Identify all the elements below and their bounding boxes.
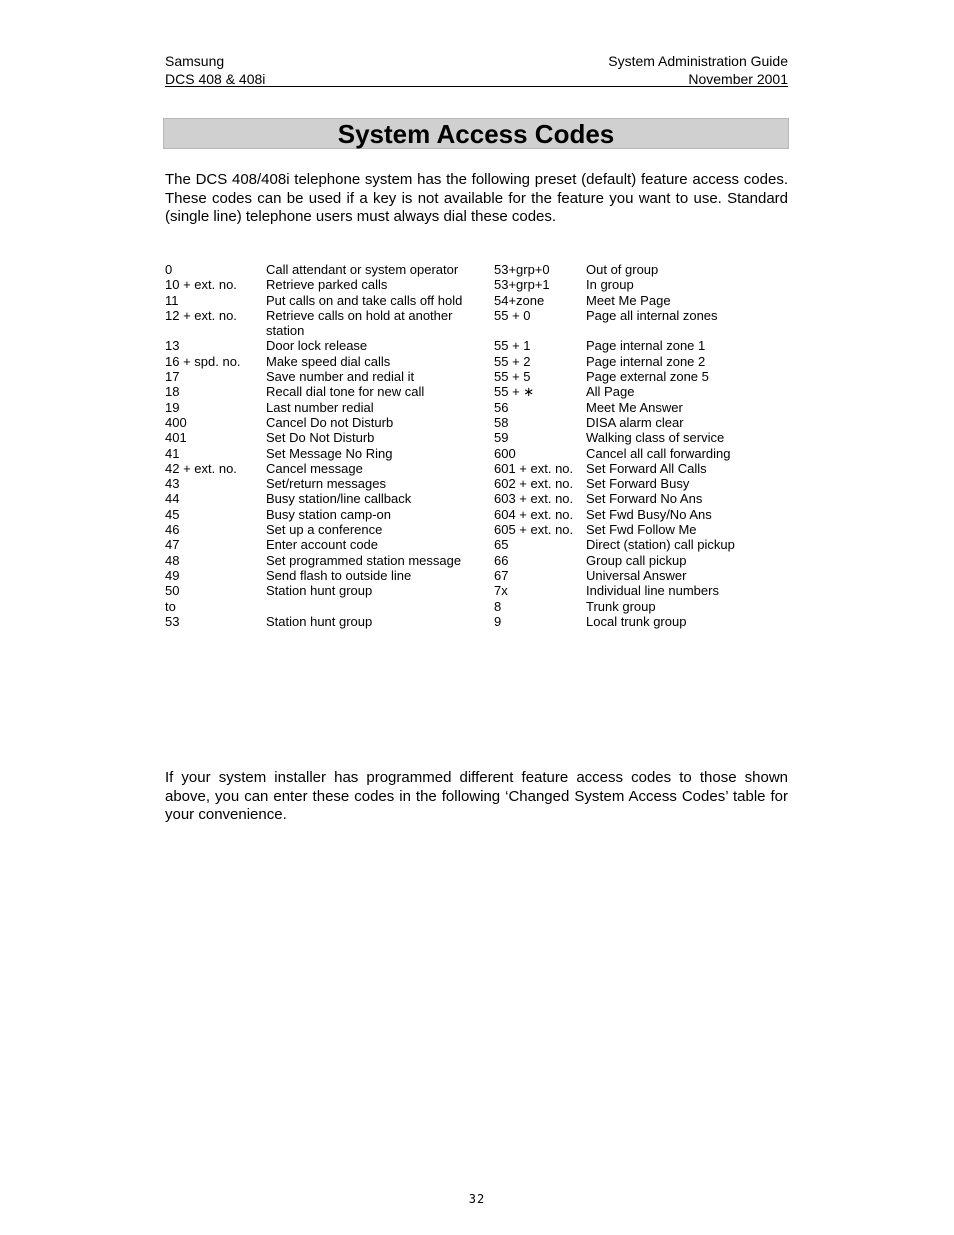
table-cell-feature: Cancel all call forwarding <box>586 445 731 461</box>
table-cell-code: 48 <box>165 552 180 568</box>
table-row <box>165 583 791 598</box>
table-row <box>165 568 791 583</box>
table-cell-feature: Cancel Do not Disturb <box>266 414 394 430</box>
table-cell-code: 601 + ext. no. <box>494 460 574 476</box>
table-row <box>165 461 791 476</box>
table-cell-feature: Set Fwd Busy/No Ans <box>586 506 712 522</box>
table-cell-feature: DISA alarm clear <box>586 414 684 430</box>
table-cell-feature: Set programmed station message <box>266 552 462 568</box>
table-cell-code: 55 + 1 <box>494 338 531 354</box>
table-cell-code: 11 <box>165 292 179 308</box>
table-cell-code: 55 + 5 <box>494 369 531 385</box>
header-date: November 2001 <box>688 71 788 87</box>
table-cell-feature: All Page <box>586 384 635 400</box>
table-cell-feature: Save number and redial it <box>266 369 415 385</box>
table-cell-code: 44 <box>165 491 180 507</box>
table-row <box>165 446 791 461</box>
table-cell-code: 47 <box>165 537 180 553</box>
table-cell-feature: In group <box>586 277 634 293</box>
table-cell-feature: Local trunk group <box>586 613 687 629</box>
table-cell-code: 59 <box>494 430 509 446</box>
table-cell-feature: Page internal zone 2 <box>586 353 706 369</box>
table-cell-feature: Set up a conference <box>266 522 383 538</box>
table-cell-feature: Station hunt group <box>266 613 373 629</box>
table-cell-code: 54+zone <box>494 292 545 308</box>
table-cell-code: 45 <box>165 506 180 522</box>
table-cell-feature: Busy station camp-on <box>266 506 392 522</box>
table-row <box>165 354 791 369</box>
table-cell-feature: Direct (station) call pickup <box>586 537 735 553</box>
table-row <box>165 491 791 506</box>
intro-paragraph: The DCS 408/408i telephone system has the following preset (default) feature access codes. These codes can be used if a key is not available for the feature you want to use. Standard (single line) telephone users must always dial these codes. <box>165 171 788 225</box>
access-codes-table <box>165 262 791 629</box>
table-cell-code: 53+grp+0 <box>494 262 550 277</box>
table-row <box>165 400 791 415</box>
table-cell-code: to <box>165 598 176 614</box>
table-cell-feature: Make speed dial calls <box>266 353 391 369</box>
table-cell-code: 66 <box>494 552 509 568</box>
page-title: System Access Codes <box>337 119 615 149</box>
header-rule <box>165 86 788 87</box>
table-cell-code: 65 <box>494 537 509 553</box>
table-cell-feature: Universal Answer <box>586 567 687 583</box>
table-cell-feature: Put calls on and take calls off hold <box>266 292 463 308</box>
table-cell-code: 13 <box>165 338 180 354</box>
table-row <box>165 262 791 277</box>
table-row <box>165 384 791 399</box>
table-cell-code: 50 <box>165 583 180 599</box>
table-cell-feature <box>266 599 494 614</box>
table-cell-feature: Set Forward No Ans <box>586 491 703 507</box>
table-cell-feature: Set Message No Ring <box>266 445 393 461</box>
table-row <box>165 415 791 430</box>
table-cell-feature: Group call pickup <box>586 552 687 568</box>
table-cell-feature: Enter account code <box>266 537 379 553</box>
table-row <box>165 369 791 384</box>
table-row <box>165 599 791 614</box>
table-cell-code: 18 <box>165 384 180 400</box>
table-cell-code: 46 <box>165 522 180 538</box>
table-row <box>165 537 791 552</box>
table-cell-code: 10 + ext. no. <box>165 277 237 293</box>
table-cell-feature: Walking class of service <box>586 430 725 446</box>
table-row <box>165 308 791 339</box>
table-cell-code: 400 <box>165 414 187 430</box>
header-product: DCS 408 & 408i <box>165 71 266 87</box>
table-cell-code: 8 <box>494 598 502 614</box>
header-guide-title: System Administration Guide <box>608 53 788 69</box>
header-right <box>480 52 788 88</box>
table-row <box>165 553 791 568</box>
outro-paragraph: If your system installer has programmed different feature access codes to those shown above, you can enter these codes in the following ‘Changed System Access Codes’ table for your convenience. <box>165 769 788 823</box>
table-row <box>165 522 791 537</box>
table-row <box>165 614 791 629</box>
table-cell-code: 58 <box>494 414 509 430</box>
table-cell-feature: Set Forward Busy <box>586 476 690 492</box>
table-cell-feature: Meet Me Page <box>586 292 671 308</box>
table-cell-code: 600 <box>494 445 516 461</box>
table-cell-code: 17 <box>165 369 180 385</box>
page-number: 32 <box>468 1192 486 1206</box>
table-cell-feature: Cancel message <box>266 460 363 476</box>
table-cell-feature: Retrieve calls on hold at another station <box>266 307 453 339</box>
table-cell-feature: Set Forward All Calls <box>586 460 707 476</box>
table-cell-code: 55 + 2 <box>494 353 531 369</box>
table-cell-feature: Retrieve parked calls <box>266 277 388 293</box>
table-cell-feature: Page all internal zones <box>586 307 718 323</box>
table-cell-code: 19 <box>165 399 180 415</box>
table-cell-code: 604 + ext. no. <box>494 506 574 522</box>
table-cell-code: 603 + ext. no. <box>494 491 574 507</box>
table-cell-code: 602 + ext. no. <box>494 476 574 492</box>
table-row <box>165 277 791 292</box>
table-cell-feature: Out of group <box>586 262 659 277</box>
table-cell-code: 56 <box>494 399 509 415</box>
table-row <box>165 507 791 522</box>
table-cell-feature: Last number redial <box>266 399 374 415</box>
table-cell-code: 55 + ∗ <box>494 384 535 400</box>
table-cell-feature: Set Do Not Disturb <box>266 430 375 446</box>
table-row <box>165 430 791 445</box>
table-cell-feature: Page external zone 5 <box>586 369 709 385</box>
table-cell-feature: Trunk group <box>586 598 656 614</box>
table-cell-feature: Send flash to outside line <box>266 567 412 583</box>
table-cell-feature: Recall dial tone for new call <box>266 384 425 400</box>
table-cell-feature: Meet Me Answer <box>586 399 683 415</box>
table-cell-code: 55 + 0 <box>494 307 531 323</box>
table-cell-code: 67 <box>494 567 509 583</box>
table-cell-feature: Set Fwd Follow Me <box>586 522 697 538</box>
table-cell-feature: Individual line numbers <box>586 583 719 599</box>
table-cell-code: 9 <box>494 613 502 629</box>
table-cell-feature: Door lock release <box>266 338 368 354</box>
table-cell-code: 12 + ext. no. <box>165 307 237 323</box>
access-codes-body <box>165 262 791 629</box>
table-cell-code: 53+grp+1 <box>494 277 550 293</box>
table-cell-code: 605 + ext. no. <box>494 522 574 538</box>
table-cell-feature: Station hunt group <box>266 583 373 599</box>
table-cell-feature: Busy station/line callback <box>266 491 412 507</box>
header-company: Samsung <box>165 53 225 69</box>
table-cell-code: 16 + spd. no. <box>165 353 241 369</box>
table-row <box>165 293 791 308</box>
table-cell-feature: Set/return messages <box>266 476 386 492</box>
table-cell-code: 42 + ext. no. <box>165 460 237 476</box>
table-cell-code: 7x <box>494 583 508 599</box>
table-cell-code: 49 <box>165 567 180 583</box>
table-row <box>165 338 791 353</box>
header-left <box>165 52 265 88</box>
table-cell-feature: Page internal zone 1 <box>586 338 706 354</box>
table-cell-code: 0 <box>165 262 173 277</box>
table-cell-code: 43 <box>165 476 180 492</box>
table-cell-code: 41 <box>165 445 180 461</box>
table-row <box>165 476 791 491</box>
table-cell-feature: Call attendant or system operator <box>266 262 459 277</box>
table-cell-code: 401 <box>165 430 187 446</box>
title-banner <box>163 118 789 149</box>
table-cell-code: 53 <box>165 613 180 629</box>
